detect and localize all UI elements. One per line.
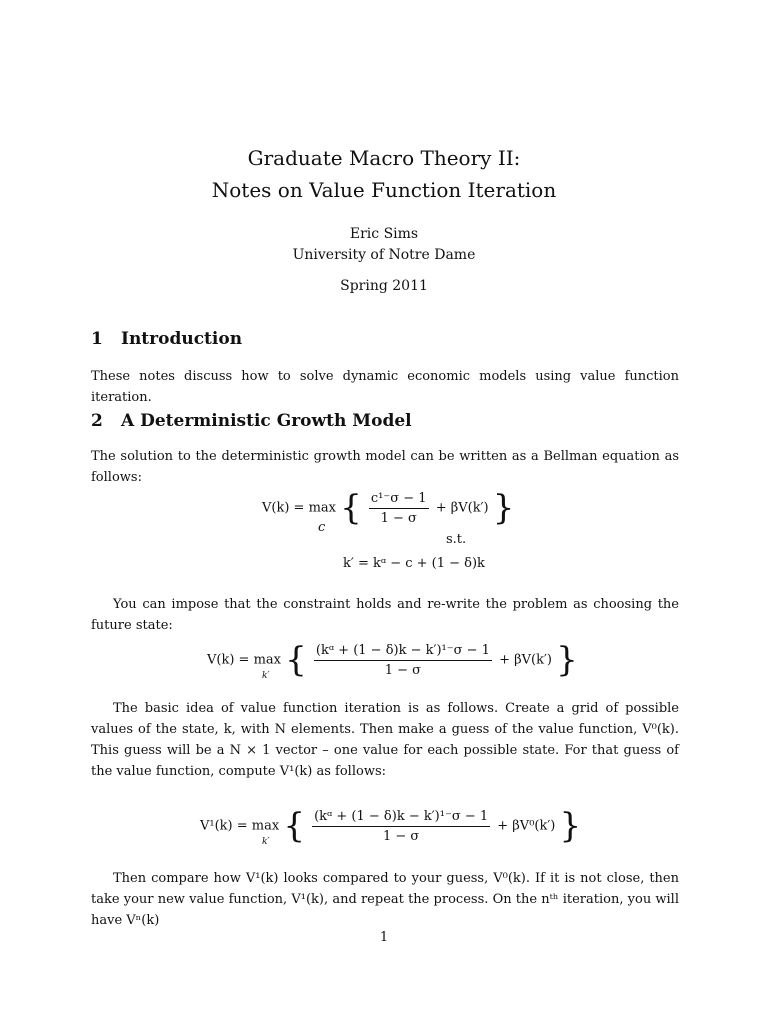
left-brace: { [285,640,307,680]
author-affiliation: University of Notre Dame [292,247,476,263]
author-name: Eric Sims [349,226,419,242]
title-line-1: Graduate Macro Theory II: [247,146,521,170]
paragraph-intro: These notes discuss how to solve dynamic economic models using value function iteration. [91,369,679,405]
eq-rhs: + βV⁰(k′) [497,818,556,834]
left-brace: { [340,488,362,528]
fraction [369,491,429,526]
section-title: A Deterministic Growth Model [121,411,412,431]
eq-rhs: + βV(k′) [499,652,552,668]
title-line-2: Notes on Value Function Iteration [211,178,557,202]
max-subscript: k′ [262,671,270,681]
denominator: 1 − σ [382,828,420,844]
paragraph-basic: The basic idea of value function iteration is as follows. Create a grid of possible values of the state, k, with N elements. Then make a guess of the value function, V⁰(k). This guess will be a N × 1 vector – one value for each possible state. For that guess of the value function, compute V¹(k) as follows: [91,701,679,779]
constraint-equation: k′ = kᵅ − c + (1 − δ)k [343,556,485,571]
section-title: Introduction [121,329,243,349]
equation-bellman [262,488,514,528]
paragraph-impose: You can impose that the constraint holds and re-write the problem as choosing the future state: [91,597,679,633]
fraction [312,809,490,844]
denominator: 1 − σ [384,662,422,678]
date: Spring 2011 [340,278,428,294]
section-heading-1 [91,329,242,349]
st-label: s.t. [446,532,467,547]
page-number: 1 [379,930,389,945]
left-brace: { [283,806,305,846]
section-heading-2 [91,411,412,431]
eq-lhs: V¹(k) = max [200,818,280,834]
numerator: (kᵅ + (1 − δ)k − k′)¹⁻σ − 1 [314,643,492,661]
eq-lhs: V(k) = max [262,500,336,516]
paragraph-compare: Then compare how V¹(k) looks compared to your guess, V⁰(k). If it is not close, then take your new value function, V¹(k), and repeat the process. On the nᵗʰ iteration, you will have Vⁿ(k) [91,871,679,928]
max-subscript: c [318,520,326,535]
numerator: c¹⁻σ − 1 [369,491,429,509]
section-number: 2 [91,411,103,431]
section-number: 1 [91,329,103,349]
right-brace: } [559,806,582,846]
eq-rhs: + βV(k′) [435,500,489,516]
paragraph-growth: The solution to the deterministic growth model can be written as a Bellman equation as follows: [91,449,679,485]
numerator: (kᵅ + (1 − δ)k − k′)¹⁻σ − 1 [312,809,490,827]
denominator: 1 − σ [380,510,417,526]
eq-lhs: V(k) = max [207,652,281,668]
max-subscript: k′ [262,837,270,847]
right-brace: } [556,640,578,680]
right-brace: } [492,488,515,528]
equation-3 [200,806,581,846]
fraction [314,643,492,678]
